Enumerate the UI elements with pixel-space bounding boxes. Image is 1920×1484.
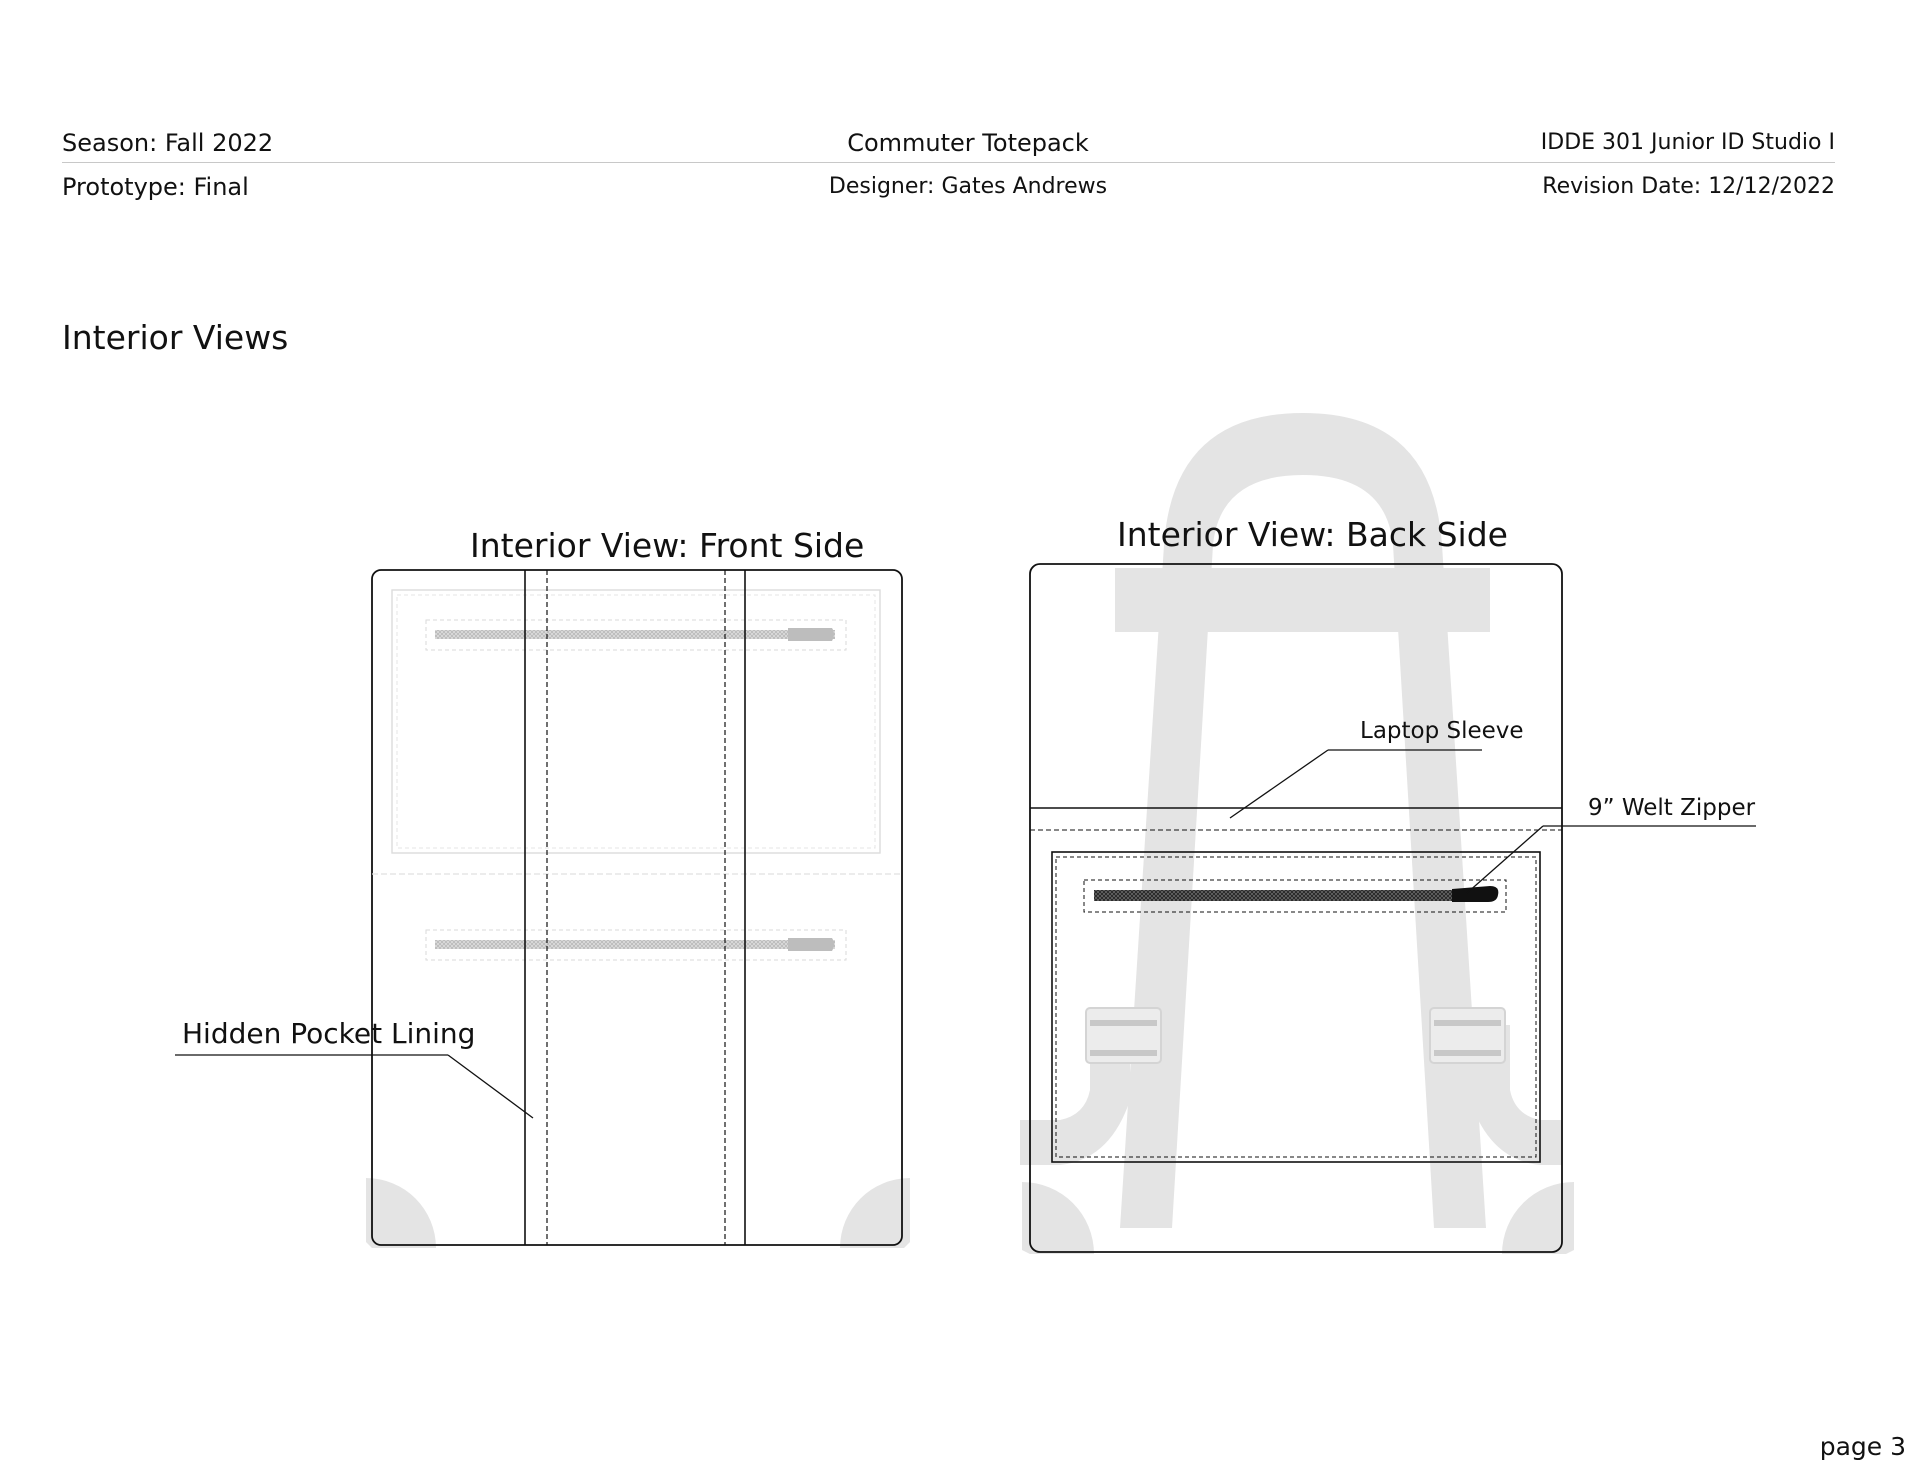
laptop-sleeve-label: Laptop Sleeve [1360, 718, 1524, 744]
front-view-title: Interior View: Front Side [470, 526, 865, 565]
front-body-outline [372, 570, 902, 1245]
designer-label: Designer: Gates Andrews [828, 174, 1108, 199]
back-ghost-corner-left [1022, 1182, 1094, 1254]
back-ghost-strap-band [1115, 568, 1490, 632]
front-ghost-corner-left [366, 1178, 436, 1248]
section-title: Interior Views [62, 318, 289, 357]
welt-zipper-leader [1467, 826, 1756, 893]
back-buckle-left [1086, 1008, 1161, 1063]
project-title: Commuter Totepack [847, 129, 1089, 157]
front-side-view [175, 570, 910, 1248]
hidden-pocket-lining-leader [175, 1055, 533, 1118]
hidden-pocket-lining-label: Hidden Pocket Lining [182, 1017, 476, 1050]
front-strap-channel-left [525, 570, 547, 1245]
back-ghost-corner-right [1502, 1182, 1574, 1254]
prototype-label: Prototype: Final [62, 173, 249, 201]
front-ghost-corner-right [840, 1178, 910, 1248]
front-strap-channel-right [725, 570, 745, 1245]
welt-zipper-label: 9” Welt Zipper [1588, 795, 1756, 821]
back-body-outline [1030, 564, 1562, 1252]
season-label: Season: Fall 2022 [62, 129, 274, 157]
course-label: IDDE 301 Junior ID Studio I [1540, 130, 1835, 155]
revision-date: Revision Date: 12/12/2022 [1542, 174, 1835, 199]
front-lower-zipper-ghost [426, 930, 846, 960]
back-view-title: Interior View: Back Side [1117, 515, 1508, 554]
page-number: page 3 [1819, 1432, 1906, 1461]
front-upper-zipper-ghost [426, 620, 846, 650]
back-buckle-right [1430, 1008, 1505, 1063]
